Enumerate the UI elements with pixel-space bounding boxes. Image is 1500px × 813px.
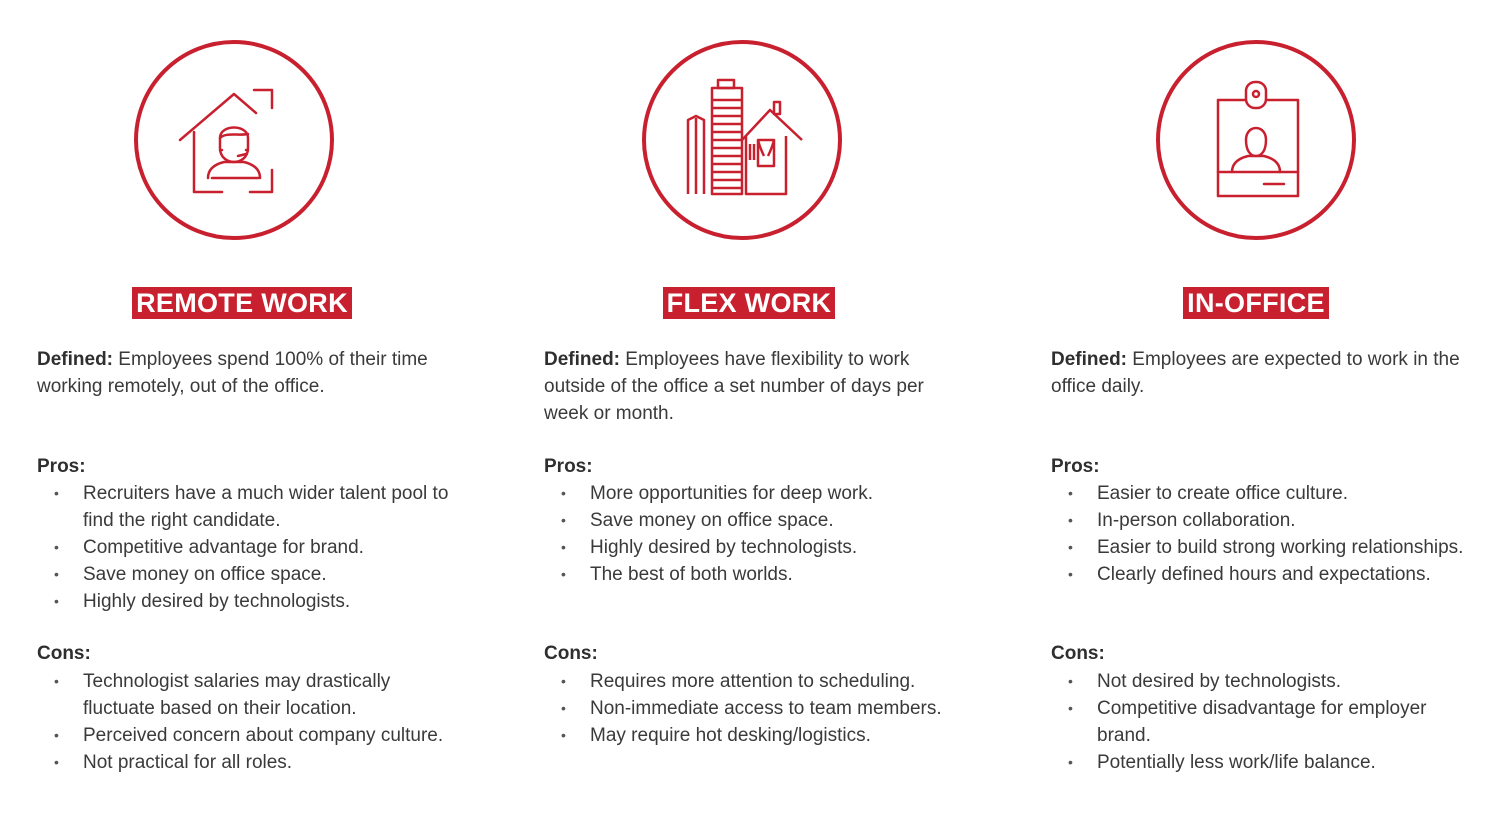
list-item-text: Perceived concern about company culture.: [83, 725, 444, 746]
definition-text: Employees have flexibility to work outside of the office a set number of days per week or month.: [544, 349, 924, 424]
in-office-column: [1051, 0, 1491, 813]
pros-label: Pros:: [1051, 456, 1100, 477]
flex-work-title-wrap: [544, 287, 954, 319]
bullet-icon: •: [1068, 485, 1073, 501]
bullet-icon: •: [561, 727, 566, 743]
list-item: [37, 588, 457, 615]
pros-label: Pros:: [544, 456, 593, 477]
list-item-text: Technologist salaries may drastically fluctuate based on their location.: [83, 671, 391, 719]
list-item-text: Highly desired by technologists.: [590, 537, 858, 558]
list-item-text: May require hot desking/logistics.: [590, 725, 871, 746]
list-item-text: Highly desired by technologists.: [83, 591, 351, 612]
bullet-icon: •: [561, 512, 566, 528]
defined-label: Defined:: [1051, 349, 1127, 370]
pros-list: [37, 480, 457, 615]
flex-work-title: FLEX WORK: [663, 287, 836, 319]
list-item: [37, 722, 457, 749]
cons-label: Cons:: [37, 643, 91, 664]
list-item-text: Potentially less work/life balance.: [1097, 752, 1376, 773]
bullet-icon: •: [1068, 512, 1073, 528]
bullet-icon: •: [561, 673, 566, 689]
bullet-icon: •: [54, 539, 59, 555]
pros-list: [1051, 480, 1471, 588]
bullet-icon: •: [1068, 566, 1073, 582]
list-item: [1051, 561, 1471, 588]
employee-id-badge-icon: [1160, 44, 1352, 236]
bullet-icon: •: [54, 485, 59, 501]
flex-work-column: [544, 0, 984, 813]
list-item: [1051, 668, 1471, 695]
flex-work-icon-circle: [642, 40, 842, 240]
pros-list: [544, 480, 964, 588]
in-office-definition: [1051, 346, 1471, 400]
list-item: [37, 668, 457, 722]
list-item-text: Save money on office space.: [83, 564, 327, 585]
list-item: [544, 561, 964, 588]
list-item-text: Recruiters have a much wider talent pool to find the right candidate.: [83, 483, 449, 531]
bullet-icon: •: [54, 593, 59, 609]
defined-label: Defined:: [544, 349, 620, 370]
in-office-title-wrap: [1051, 287, 1461, 319]
bullet-icon: •: [561, 566, 566, 582]
cons-list: [544, 668, 964, 749]
list-item: [544, 695, 964, 722]
list-item-text: Easier to create office culture.: [1097, 483, 1348, 504]
definition-text: Employees spend 100% of their time working remotely, out of the office.: [37, 349, 428, 397]
list-item: [37, 534, 457, 561]
remote-worker-house-icon: [138, 44, 330, 236]
list-item: [544, 534, 964, 561]
remote-work-column: [37, 0, 477, 813]
bullet-icon: •: [54, 673, 59, 689]
bullet-icon: •: [54, 727, 59, 743]
list-item: [1051, 534, 1471, 561]
cons-list: [37, 668, 457, 776]
list-item-text: Clearly defined hours and expectations.: [1097, 564, 1431, 585]
list-item-text: In-person collaboration.: [1097, 510, 1296, 531]
bullet-icon: •: [1068, 673, 1073, 689]
in-office-title: IN-OFFICE: [1183, 287, 1329, 319]
list-item-text: Requires more attention to scheduling.: [590, 671, 916, 692]
office-building-house-icon: [646, 44, 838, 236]
pros-label: Pros:: [37, 456, 86, 477]
list-item-text: Competitive disadvantage for employer brand.: [1097, 698, 1427, 746]
list-item-text: More opportunities for deep work.: [590, 483, 874, 504]
list-item-text: The best of both worlds.: [590, 564, 793, 585]
bullet-icon: •: [1068, 539, 1073, 555]
definition-text: Employees are expected to work in the office daily.: [1051, 349, 1460, 397]
list-item-text: Not desired by technologists.: [1097, 671, 1341, 692]
flex-work-definition: [544, 346, 964, 427]
in-office-icon-circle: [1156, 40, 1356, 240]
remote-work-icon-circle: [134, 40, 334, 240]
bullet-icon: •: [561, 539, 566, 555]
list-item-text: Not practical for all roles.: [83, 752, 293, 773]
bullet-icon: •: [1068, 754, 1073, 770]
list-item: [37, 749, 457, 776]
remote-work-definition: [37, 346, 457, 400]
list-item-text: Save money on office space.: [590, 510, 834, 531]
list-item: [544, 668, 964, 695]
list-item: [37, 480, 457, 534]
defined-label: Defined:: [37, 349, 113, 370]
list-item: [544, 480, 964, 507]
list-item: [544, 507, 964, 534]
list-item: [1051, 507, 1471, 534]
list-item-text: Non-immediate access to team members.: [590, 698, 942, 719]
list-item-text: Easier to build strong working relationships.: [1097, 537, 1464, 558]
bullet-icon: •: [1068, 700, 1073, 716]
remote-work-title: REMOTE WORK: [132, 287, 352, 319]
cons-label: Cons:: [544, 643, 598, 664]
remote-work-title-wrap: [37, 287, 447, 319]
list-item: [1051, 480, 1471, 507]
list-item: [544, 722, 964, 749]
list-item: [1051, 749, 1471, 776]
cons-label: Cons:: [1051, 643, 1105, 664]
list-item: [1051, 695, 1471, 749]
list-item-text: Competitive advantage for brand.: [83, 537, 364, 558]
cons-list: [1051, 668, 1471, 776]
bullet-icon: •: [54, 566, 59, 582]
bullet-icon: •: [561, 485, 566, 501]
bullet-icon: •: [54, 754, 59, 770]
list-item: [37, 561, 457, 588]
bullet-icon: •: [561, 700, 566, 716]
